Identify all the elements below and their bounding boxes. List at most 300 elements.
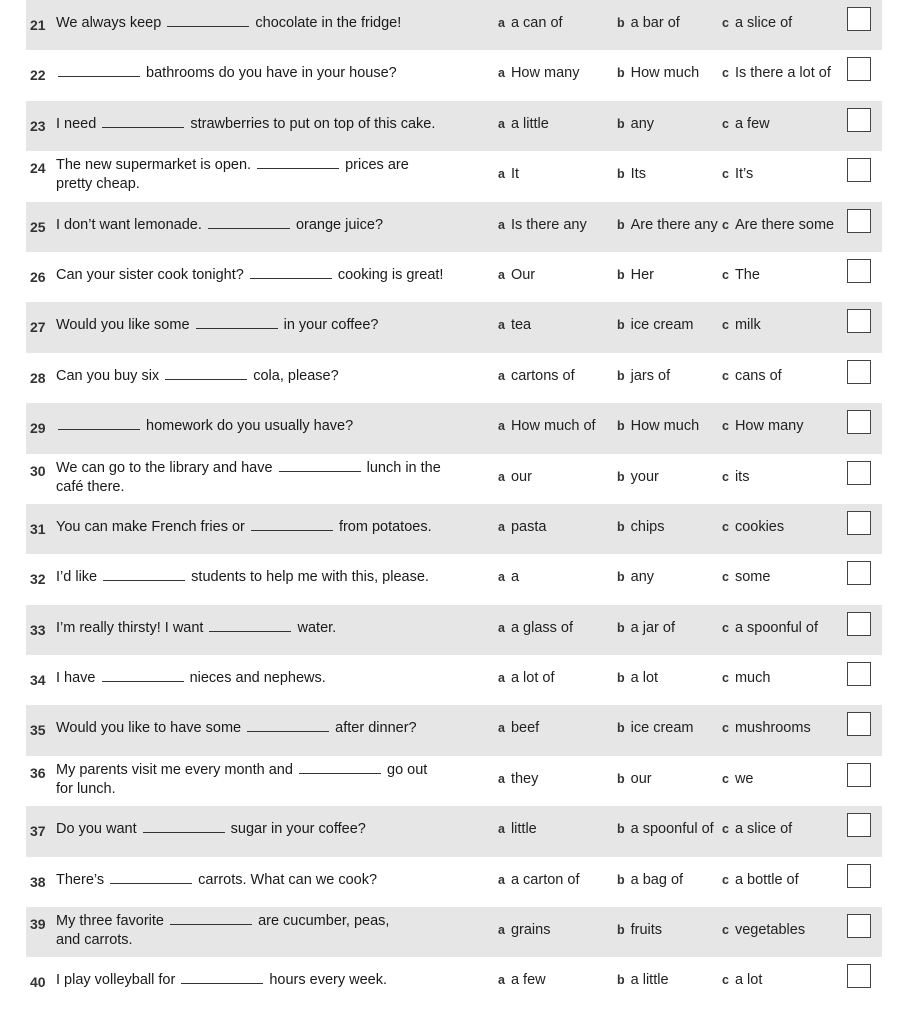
question-text <box>56 911 476 950</box>
option-c <box>722 670 770 686</box>
question-text <box>56 315 476 335</box>
option-b <box>617 368 670 384</box>
option-letter: a <box>498 419 505 434</box>
option-b <box>617 317 694 333</box>
option-text: a bag of <box>630 871 684 888</box>
option-text: grains <box>510 922 551 939</box>
option-text: beef <box>510 720 540 737</box>
answer-blank <box>170 911 252 925</box>
option-text: How much <box>630 65 700 82</box>
answer-blank <box>196 315 278 329</box>
answer-blank <box>143 819 225 833</box>
option-letter: a <box>498 822 505 837</box>
answer-blank <box>250 265 332 279</box>
option-c <box>722 821 792 837</box>
option-letter: b <box>617 217 625 232</box>
option-letter: b <box>617 469 625 484</box>
question-row <box>26 0 882 50</box>
question-text-before: Do you want <box>56 821 137 838</box>
exercise-sheet <box>26 0 882 1008</box>
option-letter: c <box>722 167 729 182</box>
answer-blank <box>181 970 263 984</box>
option-text: Are there any <box>630 216 718 233</box>
option-c <box>722 15 792 31</box>
option-text: ice cream <box>630 720 694 737</box>
option-text: How much of <box>510 418 596 435</box>
question-number: 27 <box>30 319 46 336</box>
option-letter: b <box>617 671 625 686</box>
option-b <box>617 65 699 81</box>
option-text: It’s <box>734 166 754 183</box>
option-text: our <box>510 468 532 485</box>
option-letter: a <box>498 671 505 686</box>
option-c <box>722 872 799 888</box>
option-letter: b <box>617 116 625 131</box>
option-letter: c <box>722 368 729 383</box>
question-row <box>26 705 882 755</box>
question-text <box>56 567 476 587</box>
option-b <box>617 15 680 31</box>
option-letter: a <box>498 368 505 383</box>
option-letter: c <box>722 318 729 333</box>
question-text <box>56 870 476 890</box>
answer-checkbox[interactable] <box>847 612 871 636</box>
option-text: we <box>734 770 754 787</box>
option-b <box>617 620 675 636</box>
option-text: chips <box>630 518 665 535</box>
question-row <box>26 202 882 252</box>
question-row <box>26 655 882 705</box>
option-text: How much <box>630 418 700 435</box>
option-letter: c <box>722 217 729 232</box>
option-text: a slice of <box>734 15 793 31</box>
answer-blank <box>165 366 247 380</box>
option-b <box>617 267 654 283</box>
option-letter: a <box>498 519 505 534</box>
option-text: a spoonful of <box>630 821 714 838</box>
option-a <box>498 872 579 888</box>
option-text: a jar of <box>630 619 675 636</box>
option-letter: b <box>617 519 625 534</box>
option-letter: c <box>722 419 729 434</box>
option-letter: b <box>617 66 625 81</box>
question-text <box>56 819 476 839</box>
option-a <box>498 569 519 585</box>
option-a <box>498 972 546 988</box>
option-text: fruits <box>630 922 663 939</box>
question-row <box>26 454 882 504</box>
option-text: cartons of <box>510 367 575 384</box>
answer-blank <box>209 618 291 632</box>
option-letter: a <box>498 771 505 786</box>
option-letter: a <box>498 973 505 988</box>
option-letter: a <box>498 318 505 333</box>
option-letter: c <box>722 570 729 585</box>
question-text-before: I’d like <box>56 569 98 586</box>
question-number: 29 <box>30 420 46 437</box>
option-a <box>498 469 532 485</box>
option-letter: c <box>722 872 729 887</box>
option-text: much <box>734 670 771 687</box>
option-letter: c <box>722 822 729 837</box>
question-text-before: I’m really thirsty! I want <box>56 619 204 636</box>
question-number: 40 <box>30 974 46 991</box>
question-row <box>26 554 882 604</box>
question-number: 37 <box>30 823 46 840</box>
question-text <box>56 265 476 285</box>
question-number: 25 <box>30 218 46 235</box>
question-text-before: The new supermarket is open. <box>56 157 252 174</box>
option-c <box>722 771 754 787</box>
option-b <box>617 771 652 787</box>
question-text <box>56 718 476 738</box>
option-text: a lot <box>630 670 659 687</box>
option-text: a bar of <box>630 15 680 31</box>
option-letter: a <box>498 620 505 635</box>
question-text-before: Can you buy six <box>56 367 160 384</box>
answer-checkbox[interactable] <box>847 461 871 485</box>
question-text-after: bathrooms do you have in your house? <box>146 65 397 82</box>
option-text: Our <box>510 266 536 283</box>
question-text <box>56 155 476 194</box>
answer-checkbox[interactable] <box>847 158 871 182</box>
answer-checkbox[interactable] <box>847 57 871 81</box>
question-text-after: lunch in the <box>366 459 441 476</box>
question-text-after: carrots. What can we cook? <box>198 871 378 888</box>
option-text: How many <box>734 418 804 435</box>
question-row <box>26 151 882 201</box>
option-b <box>617 116 654 132</box>
question-number: 36 <box>30 764 46 781</box>
question-text-before: My parents visit me every month and <box>56 761 293 778</box>
question-row <box>26 252 882 302</box>
option-c <box>722 569 770 585</box>
option-text: any <box>630 569 655 586</box>
answer-checkbox[interactable] <box>847 662 871 686</box>
option-text: a little <box>510 115 549 132</box>
question-text-before: There’s <box>56 871 105 888</box>
option-text: a lot <box>734 972 763 989</box>
question-text-after: cooking is great! <box>337 266 444 283</box>
option-c <box>722 519 784 535</box>
answer-checkbox[interactable] <box>847 813 871 837</box>
question-text <box>56 668 476 688</box>
question-text-before: Can your sister cook tonight? <box>56 266 244 283</box>
option-letter: c <box>722 771 729 786</box>
option-c <box>722 267 760 283</box>
question-text-before: I play volleyball for <box>56 972 176 989</box>
option-letter: b <box>617 368 625 383</box>
option-text: cans of <box>734 367 782 384</box>
question-text <box>56 63 476 83</box>
option-b <box>617 519 665 535</box>
question-text-second-line: café there. <box>56 478 125 495</box>
answer-checkbox[interactable] <box>847 7 871 31</box>
option-letter: c <box>722 267 729 282</box>
question-row <box>26 504 882 554</box>
option-text: ice cream <box>630 317 694 334</box>
option-text: they <box>510 770 539 787</box>
option-text: It <box>510 166 520 183</box>
option-text: a slice of <box>734 821 793 838</box>
option-c <box>722 217 834 233</box>
option-b <box>617 166 646 182</box>
option-a <box>498 317 531 333</box>
question-text-after: after dinner? <box>335 720 417 737</box>
question-text-after: prices are <box>345 157 409 174</box>
option-letter: c <box>722 721 729 736</box>
question-number: 21 <box>30 17 46 33</box>
answer-blank <box>58 416 140 430</box>
question-number: 38 <box>30 873 46 890</box>
question-text-before: Would you like to have some <box>56 720 242 737</box>
option-letter: a <box>498 116 505 131</box>
option-text: a few <box>734 115 770 132</box>
option-letter: b <box>617 419 625 434</box>
option-letter: a <box>498 923 505 938</box>
question-row <box>26 806 882 856</box>
option-c <box>722 469 749 485</box>
option-text: a little <box>630 972 669 989</box>
question-text-after: nieces and nephews. <box>189 670 326 687</box>
question-number: 31 <box>30 520 46 537</box>
option-letter: c <box>722 671 729 686</box>
option-letter: c <box>722 116 729 131</box>
option-letter: a <box>498 570 505 585</box>
option-text: Her <box>630 266 655 283</box>
option-a <box>498 15 563 31</box>
option-letter: b <box>617 267 625 282</box>
answer-checkbox[interactable] <box>847 209 871 233</box>
option-text: your <box>630 468 659 485</box>
answer-blank <box>257 155 339 169</box>
option-letter: c <box>722 973 729 988</box>
question-text <box>56 13 476 33</box>
option-b <box>617 821 714 837</box>
option-text: The <box>734 266 760 283</box>
question-text-before: We can go to the library and have <box>56 459 273 476</box>
option-letter: b <box>617 570 625 585</box>
option-b <box>617 720 694 736</box>
option-letter: a <box>498 217 505 232</box>
option-text: a spoonful of <box>734 619 818 636</box>
answer-checkbox[interactable] <box>847 259 871 283</box>
option-letter: b <box>617 771 625 786</box>
option-text: a glass of <box>510 619 574 636</box>
answer-checkbox[interactable] <box>847 561 871 585</box>
option-b <box>617 469 659 485</box>
answer-checkbox[interactable] <box>847 108 871 132</box>
answer-checkbox[interactable] <box>847 763 871 787</box>
option-b <box>617 569 654 585</box>
question-number: 34 <box>30 672 46 689</box>
answer-blank <box>102 668 184 682</box>
question-number: 24 <box>30 160 46 177</box>
option-c <box>722 368 782 384</box>
question-text-after: hours every week. <box>269 972 388 989</box>
option-text: tea <box>510 317 532 334</box>
question-row <box>26 857 882 907</box>
option-b <box>617 872 683 888</box>
option-letter: a <box>498 469 505 484</box>
option-text: jars of <box>630 367 671 384</box>
answer-blank <box>299 760 381 774</box>
question-number: 26 <box>30 268 46 285</box>
option-b <box>617 922 662 938</box>
question-text-after: from potatoes. <box>338 518 432 535</box>
question-number: 32 <box>30 571 46 588</box>
answer-checkbox[interactable] <box>847 511 871 535</box>
answer-checkbox[interactable] <box>847 864 871 888</box>
question-text-after: strawberries to put on top of this cake. <box>190 115 436 132</box>
question-row <box>26 353 882 403</box>
answer-blank <box>208 215 290 229</box>
question-text <box>56 970 476 990</box>
option-text: vegetables <box>734 922 806 939</box>
option-c <box>722 418 803 434</box>
answer-checkbox[interactable] <box>847 309 871 333</box>
option-text: some <box>734 569 771 586</box>
option-a <box>498 670 554 686</box>
option-letter: b <box>617 973 625 988</box>
question-number: 23 <box>30 117 46 134</box>
option-c <box>722 65 831 81</box>
option-text: a can of <box>510 15 563 31</box>
question-text <box>56 215 476 235</box>
option-text: cookies <box>734 518 785 535</box>
answer-blank <box>102 114 184 128</box>
question-number: 22 <box>30 67 46 84</box>
question-text-before: I don’t want lemonade. <box>56 216 202 233</box>
question-text-after: sugar in your coffee? <box>230 821 366 838</box>
answer-blank <box>167 13 249 27</box>
option-letter: a <box>498 16 505 30</box>
option-text: How many <box>510 65 580 82</box>
option-text: its <box>734 468 750 485</box>
question-text-after: cola, please? <box>253 367 339 384</box>
option-a <box>498 720 539 736</box>
answer-blank <box>247 718 329 732</box>
question-text-after: orange juice? <box>295 216 384 233</box>
option-letter: c <box>722 519 729 534</box>
question-row <box>26 101 882 151</box>
option-letter: c <box>722 16 729 30</box>
question-text <box>56 416 476 436</box>
question-text-second-line: pretty cheap. <box>56 176 140 193</box>
answer-blank <box>58 63 140 77</box>
option-letter: b <box>617 721 625 736</box>
option-letter: a <box>498 167 505 182</box>
option-letter: a <box>498 872 505 887</box>
option-c <box>722 922 805 938</box>
question-row <box>26 403 882 453</box>
answer-blank <box>103 567 185 581</box>
answer-checkbox[interactable] <box>847 964 871 988</box>
option-text: Are there some <box>734 216 835 233</box>
option-a <box>498 65 579 81</box>
question-text-before: Would you like some <box>56 317 190 334</box>
question-text <box>56 618 476 638</box>
answer-checkbox[interactable] <box>847 914 871 938</box>
option-letter: b <box>617 620 625 635</box>
option-a <box>498 368 575 384</box>
option-a <box>498 166 519 182</box>
option-letter: c <box>722 923 729 938</box>
question-text-after: water. <box>297 619 337 636</box>
question-text-after: chocolate in the fridge! <box>255 15 402 31</box>
answer-blank <box>279 458 361 472</box>
option-b <box>617 418 699 434</box>
option-text: a <box>510 569 520 586</box>
question-text-after: homework do you usually have? <box>146 418 354 435</box>
question-text-before: You can make French fries or <box>56 518 245 535</box>
question-text <box>56 114 476 134</box>
question-text-after: are cucumber, peas, <box>258 913 390 930</box>
option-c <box>722 720 811 736</box>
question-row <box>26 756 882 806</box>
option-text: a bottle of <box>734 871 799 888</box>
answer-checkbox[interactable] <box>847 360 871 384</box>
option-letter: b <box>617 167 625 182</box>
question-number: 30 <box>30 462 46 479</box>
option-a <box>498 267 535 283</box>
option-text: our <box>630 770 652 787</box>
question-text-after: go out <box>387 761 428 778</box>
option-c <box>722 166 753 182</box>
option-text: Is there any <box>510 216 587 233</box>
question-text-before: I have <box>56 670 96 687</box>
question-row <box>26 907 882 957</box>
option-a <box>498 217 587 233</box>
option-letter: a <box>498 66 505 81</box>
option-a <box>498 821 537 837</box>
option-c <box>722 620 818 636</box>
question-number: 33 <box>30 621 46 638</box>
option-letter: b <box>617 822 625 837</box>
option-text: a carton of <box>510 871 580 888</box>
option-b <box>617 217 718 233</box>
question-text-after: students to help me with this, please. <box>191 569 429 586</box>
option-a <box>498 116 549 132</box>
option-a <box>498 418 596 434</box>
question-number: 28 <box>30 369 46 386</box>
answer-blank <box>251 517 333 531</box>
option-text: any <box>630 115 655 132</box>
question-text-second-line: and carrots. <box>56 932 133 949</box>
option-text: pasta <box>510 518 547 535</box>
option-a <box>498 519 546 535</box>
question-number: 35 <box>30 722 46 739</box>
option-a <box>498 922 550 938</box>
option-letter: b <box>617 872 625 887</box>
option-letter: b <box>617 16 625 30</box>
option-text: a few <box>510 972 546 989</box>
option-text: Is there a lot of <box>734 65 831 82</box>
answer-checkbox[interactable] <box>847 410 871 434</box>
option-letter: b <box>617 318 625 333</box>
option-letter: c <box>722 620 729 635</box>
option-letter: b <box>617 923 625 938</box>
option-a <box>498 620 573 636</box>
option-text: a lot of <box>510 670 555 687</box>
question-text-after: in your coffee? <box>283 317 379 334</box>
option-letter: c <box>722 66 729 81</box>
option-b <box>617 670 658 686</box>
option-text: mushrooms <box>734 720 811 737</box>
option-text: milk <box>734 317 761 334</box>
option-c <box>722 317 761 333</box>
answer-checkbox[interactable] <box>847 712 871 736</box>
